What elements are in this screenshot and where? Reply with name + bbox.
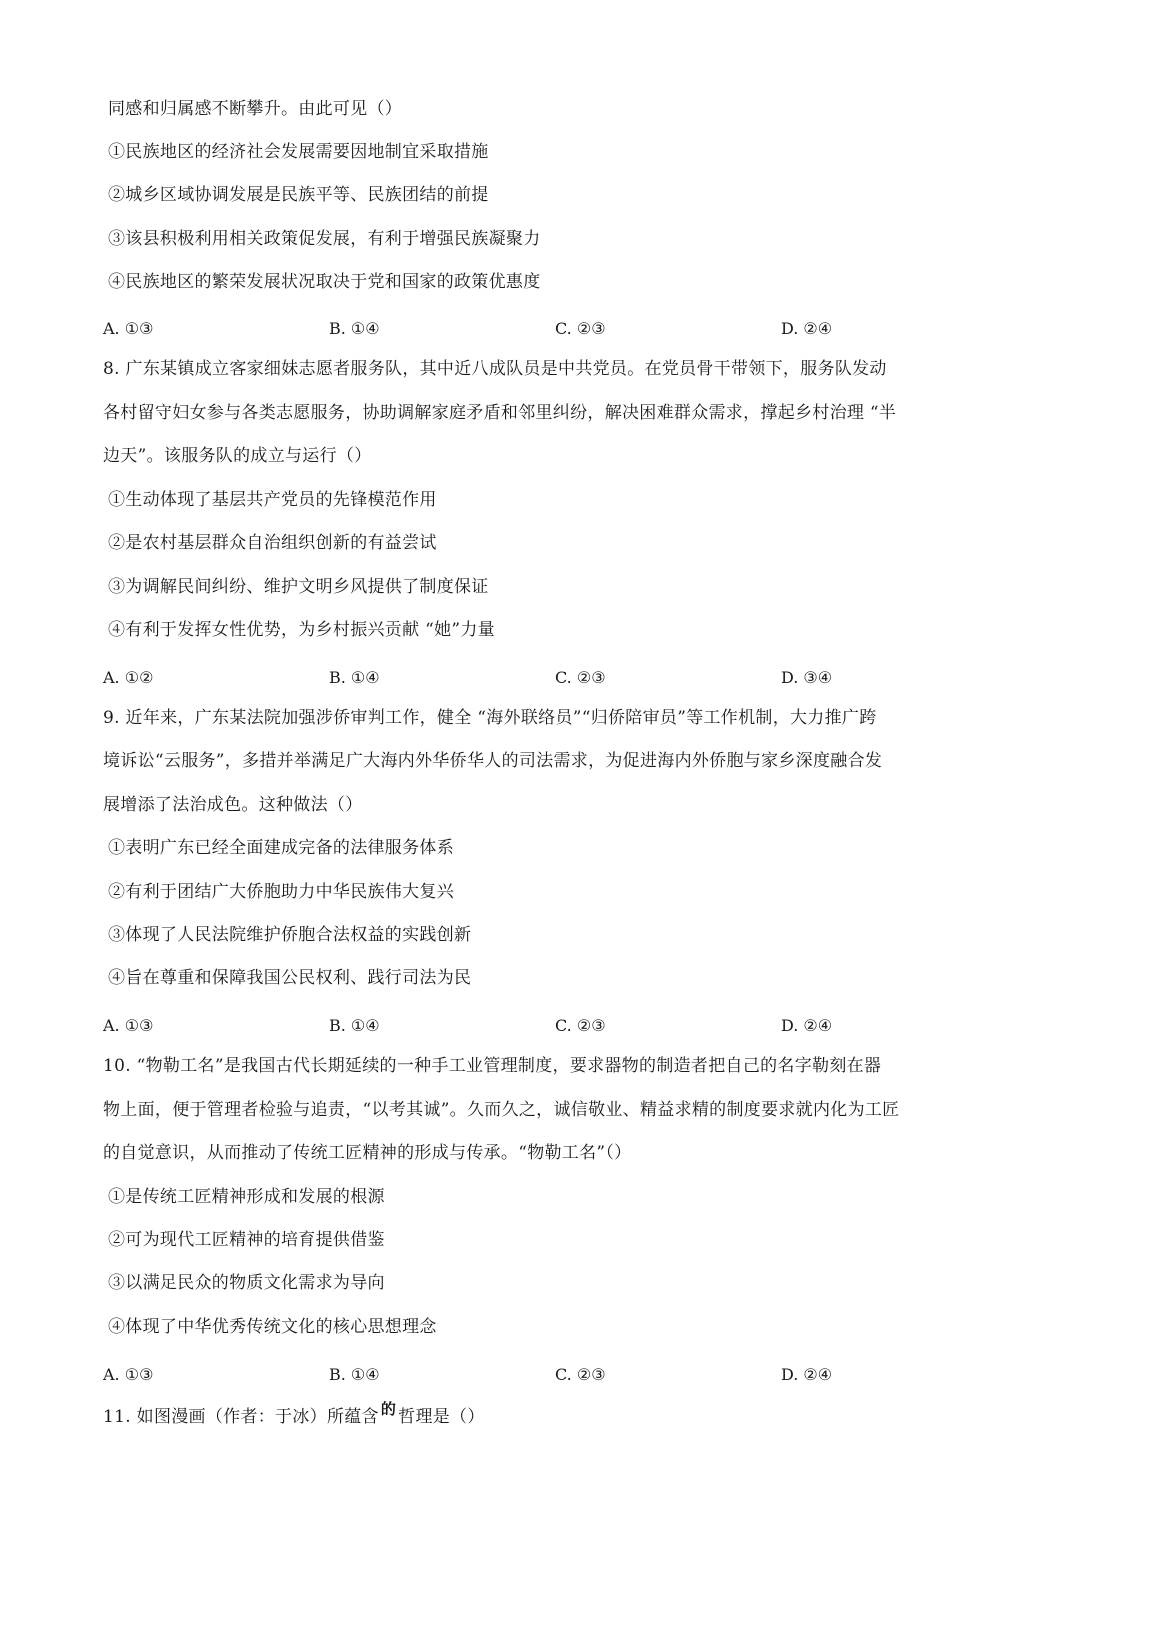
q10-statement-3: ③以满足民众的物质文化需求为导向 xyxy=(108,1273,385,1293)
q11-stem-superscript: 的 xyxy=(380,1400,397,1418)
q7-option-b: B. ①④ xyxy=(329,319,380,338)
q10-stem-line-2: 物上面，便于管理者检验与追责，“以考其诚”。久而久之，诚信敬业、精益求精的制度要求就内化为工匠 xyxy=(103,1100,900,1120)
q7-statement-2: ②城乡区域协调发展是民族平等、民族团结的前提 xyxy=(108,185,489,205)
q7-statement-1: ①民族地区的经济社会发展需要因地制宜采取措施 xyxy=(108,142,489,162)
q7-stem-tail: 同感和归属感不断攀升。由此可见（） xyxy=(108,99,403,119)
q11-stem-after: 哲理是（） xyxy=(398,1407,485,1427)
q10-option-d: D. ②④ xyxy=(781,1365,833,1384)
q8-statement-3: ③为调解民间纠纷、维护文明乡风提供了制度保证 xyxy=(108,577,489,597)
q10-statement-1: ①是传统工匠精神形成和发展的根源 xyxy=(108,1187,385,1207)
q8-statement-4: ④有利于发挥女性优势，为乡村振兴贡献 “她”力量 xyxy=(108,620,495,640)
q9-statement-3: ③体现了人民法院维护侨胞合法权益的实践创新 xyxy=(108,925,472,945)
q11-stem xyxy=(103,1400,485,1428)
q10-statement-2: ②可为现代工匠精神的培育提供借鉴 xyxy=(108,1230,385,1250)
q8-statement-2: ②是农村基层群众自治组织创新的有益尝试 xyxy=(108,533,437,553)
q11-stem-before: 11. 如图漫画（作者：于冰）所蕴含 xyxy=(103,1407,379,1427)
q9-option-a: A. ①③ xyxy=(103,1016,154,1035)
q10-option-a: A. ①③ xyxy=(103,1365,154,1384)
q8-option-a: A. ①② xyxy=(103,668,154,687)
q8-stem-line-3: 边天”。该服务队的成立与运行（） xyxy=(103,446,372,466)
q8-stem-line-1: 8. 广东某镇成立客家细妹志愿者服务队，其中近八成队员是中共党员。在党员骨干带领下，服务队发动 xyxy=(103,359,887,379)
q9-stem-line-2: 境诉讼“云服务”，多措并举满足广大海内外华侨华人的司法需求，为促进海内外侨胞与家乡深度融合发 xyxy=(103,751,883,771)
q9-stem-line-3: 展增添了法治成色。这种做法（） xyxy=(103,795,363,815)
q7-option-c: C. ②③ xyxy=(555,319,606,338)
q9-option-c: C. ②③ xyxy=(555,1016,606,1035)
q9-statement-4: ④旨在尊重和保障我国公民权利、践行司法为民 xyxy=(108,968,472,988)
q7-option-a: A. ①③ xyxy=(103,319,154,338)
q8-stem-line-2: 各村留守妇女参与各类志愿服务，协助调解家庭矛盾和邻里纠纷，解决困难群众需求，撑起乡村治理 “半 xyxy=(103,403,897,423)
q10-stem-line-3: 的自觉意识，从而推动了传统工匠精神的形成与传承。“物勒工名”（） xyxy=(103,1143,632,1163)
q8-option-d: D. ③④ xyxy=(781,668,833,687)
q8-option-c: C. ②③ xyxy=(555,668,606,687)
q9-stem-line-1: 9. 近年来，广东某法院加强涉侨审判工作，健全 “海外联络员”“归侨陪审员”等工作机制，大力推广跨 xyxy=(103,708,877,728)
q7-statement-4: ④民族地区的繁荣发展状况取决于党和国家的政策优惠度 xyxy=(108,272,541,292)
q8-option-b: B. ①④ xyxy=(329,668,380,687)
q10-option-b: B. ①④ xyxy=(329,1365,380,1384)
q9-statement-2: ②有利于团结广大侨胞助力中华民族伟大复兴 xyxy=(108,882,454,902)
q10-statement-4: ④体现了中华优秀传统文化的核心思想理念 xyxy=(108,1317,437,1337)
q9-option-b: B. ①④ xyxy=(329,1016,380,1035)
q10-stem-line-1: 10. “物勒工名”是我国古代长期延续的一种手工业管理制度，要求器物的制造者把自己的名字勒刻在器 xyxy=(103,1056,882,1076)
q10-option-c: C. ②③ xyxy=(555,1365,606,1384)
q9-option-d: D. ②④ xyxy=(781,1016,833,1035)
q7-statement-3: ③该县积极利用相关政策促发展，有利于增强民族凝聚力 xyxy=(108,229,541,249)
q9-statement-1: ①表明广东已经全面建成完备的法律服务体系 xyxy=(108,838,454,858)
q7-option-d: D. ②④ xyxy=(781,319,833,338)
q8-statement-1: ①生动体现了基层共产党员的先锋模范作用 xyxy=(108,490,437,510)
